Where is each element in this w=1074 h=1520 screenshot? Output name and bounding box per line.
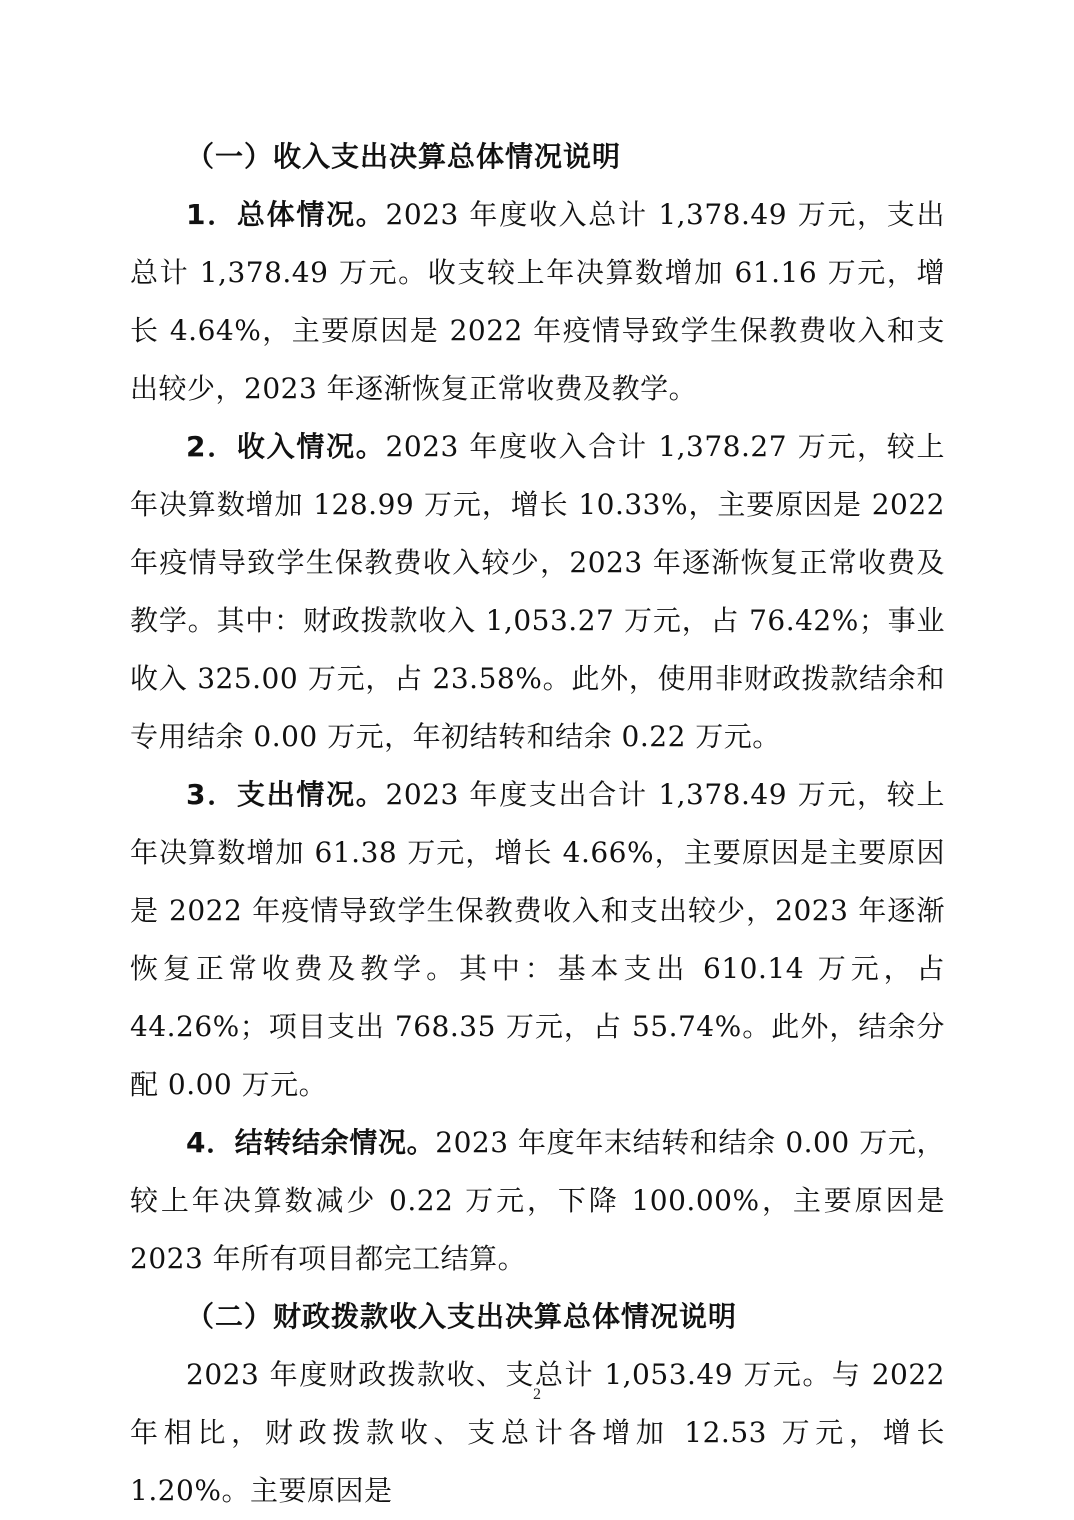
paragraph-carryover-situation bbox=[130, 1114, 945, 1288]
paragraph-fiscal-allocation: 2023 年度财政拨款收、支总计 1,053.49 万元。与 2022 年相比，财政拨款收、支总计各增加 12.53 万元，增长 1.20%。主要原因是 bbox=[130, 1358, 945, 1507]
paragraph-text: 2023 年度年末结转和结余 0.00 万元，较上年决算数减少 0.22 万元，下降 100.00%，主要原因是 2023 年所有项目都完工结算。 bbox=[130, 1126, 946, 1275]
paragraph-lead: 2．收入情况。 bbox=[186, 430, 386, 463]
paragraph-lead: 4．结转结余情况。 bbox=[186, 1126, 436, 1159]
page-number: 2 bbox=[533, 1386, 541, 1403]
paragraph-text: 2023 年度收入总计 1,378.49 万元，支出总计 1,378.49 万元。收支较上年决算数增加 61.16 万元，增长 4.64%，主要原因是 2022 年疫情导致学生保教费收入和支出较少，2023 年逐渐恢复正常收费及教学。 bbox=[130, 198, 945, 405]
paragraph-overall-situation bbox=[130, 186, 945, 418]
section-heading-fiscal-allocation: （二）财政拨款收入支出决算总体情况说明 bbox=[186, 1300, 738, 1333]
section-heading-overall: （一）收入支出决算总体情况说明 bbox=[186, 140, 622, 173]
paragraph-lead: 3．支出情况。 bbox=[186, 778, 386, 811]
paragraph-lead: 1．总体情况。 bbox=[186, 198, 386, 231]
paragraph-income-situation bbox=[130, 418, 945, 766]
paragraph-text: 2023 年度支出合计 1,378.49 万元，较上年决算数增加 61.38 万元，增长 4.66%，主要原因是主要原因是 2022 年疫情导致学生保教费收入和支出较少，2023 年逐渐恢复正常收费及教学。其中：基本支出 610.14 万元，占 44.26%；项目支出 768.35 万元，占 55.74%。此外，结余分配 0.00 万元。 bbox=[130, 778, 945, 1101]
page-content bbox=[130, 128, 945, 1520]
paragraph-expenditure-situation bbox=[130, 766, 945, 1114]
paragraph-text: 2023 年度收入合计 1,378.27 万元，较上年决算数增加 128.99 万元，增长 10.33%，主要原因是 2022 年疫情导致学生保教费收入较少，2023 年逐渐恢复正常收费及教学。其中：财政拨款收入 1,053.27 万元，占 76.42%；事业收入 325.00 万元，占 23.58%。此外，使用非财政拨款结余和专用结余 0.00 万元，年初结转和结余 0.22 万元。 bbox=[130, 430, 945, 753]
